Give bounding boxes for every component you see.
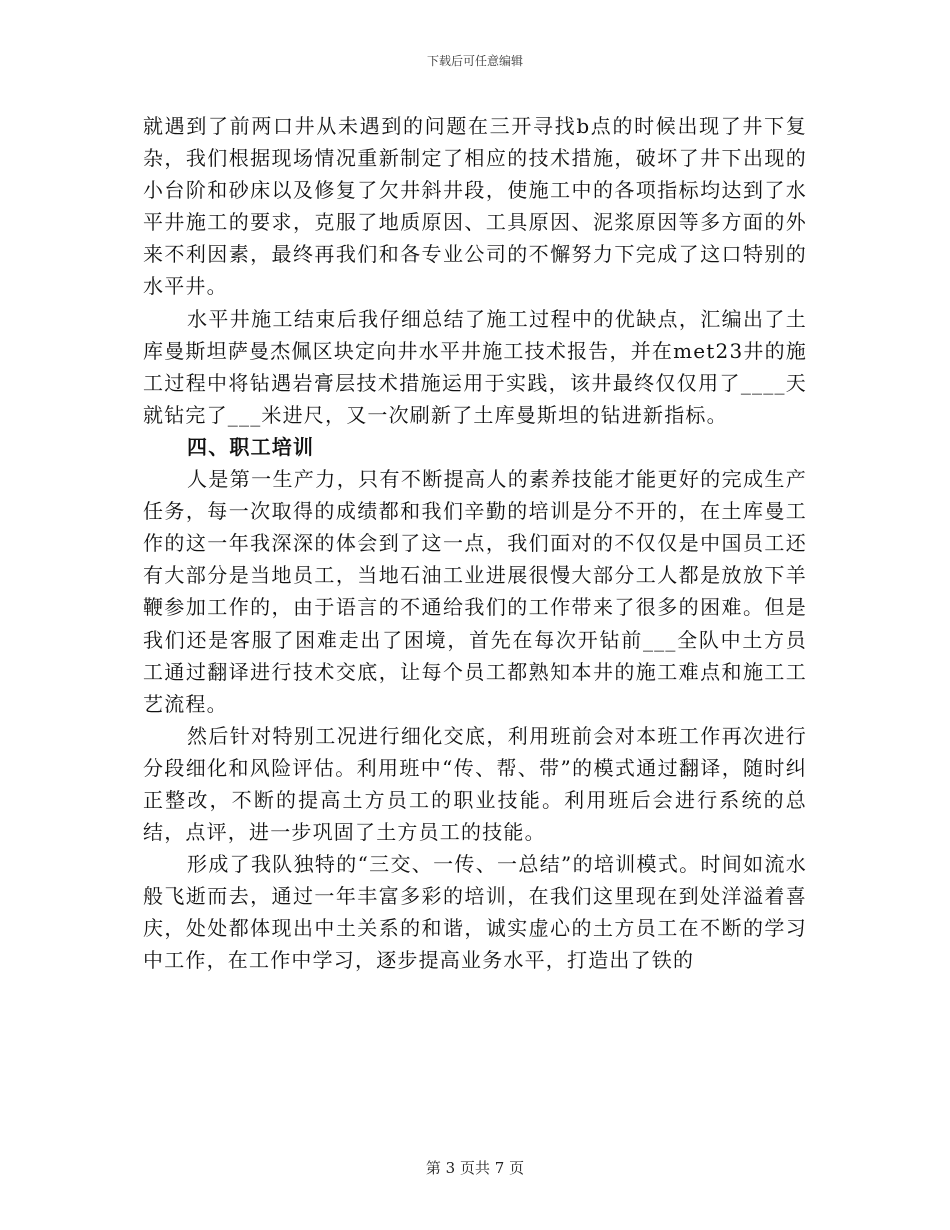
section-heading: 四、职工培训 — [187, 434, 315, 459]
paragraph-2: 水平井施工结束后我仔细总结了施工过程中的优缺点，汇编出了土库曼斯坦萨曼杰佩区块定向井水平井施工技术报告，并在met23井的施工过程中将钻遇岩膏层技术措施运用于实践，该井最终仅仅用了____天就钻完了___米进尺，又一次刷新了土库曼斯坦的钻进新指标。 — [143, 306, 807, 427]
paragraph-5: 形成了我队独特的“三交、一传、一总结”的培训模式。时间如流水般飞逝而去，通过一年丰富多彩的培训，在我们这里现在到处洋溢着喜庆，处处都体现出中土关系的和谐，诚实虚心的土方员工在不断的学习中工作，在工作中学习，逐步提高业务水平，打造出了铁的 — [143, 852, 807, 973]
document-body — [143, 110, 807, 977]
paragraph-3: 人是第一生产力，只有不断提高人的素养技能才能更好的完成生产任务，每一次取得的成绩都和我们辛勤的培训是分不开的，在土库曼工作的这一年我深深的体会到了这一点，我们面对的不仅仅是中国员工还有大部分是当地员工，当地石油工业进展很慢大部分工人都是放放下羊鞭参加工作的，由于语言的不通给我们的工作带来了很多的困难。但是我们还是客服了困难走出了困境，首先在每次开钻前___全队中土方员工通过翻译进行技术交底，让每个员工都熟知本井的施工难点和施工工艺流程。 — [143, 467, 807, 716]
paragraph-4: 然后针对特别工况进行细化交底，利用班前会对本班工作再次进行分段细化和风险评估。利用班中“传、帮、带”的模式通过翻译，随时纠正整改，不断的提高土方员工的职业技能。利用班后会进行系统的总结，点评，进一步巩固了土方员工的技能。 — [143, 723, 807, 845]
page-header: 下载后可任意编辑 — [426, 54, 523, 68]
page-footer: 第 3 页共 7 页 — [425, 1159, 525, 1177]
paragraph-1: 就遇到了前两口井从未遇到的问题在三开寻找b点的时候出现了井下复杂，我们根据现场情况重新制定了相应的技术措施，破坏了井下出现的小台阶和砂床以及修复了欠井斜井段，使施工中的各项指标均达到了水平井施工的要求，克服了地质原因、工具原因、泥浆原因等多方面的外来不利因素，最终再我们和各专业公司的不懈努力下完成了这口特别的水平井。 — [143, 114, 807, 299]
